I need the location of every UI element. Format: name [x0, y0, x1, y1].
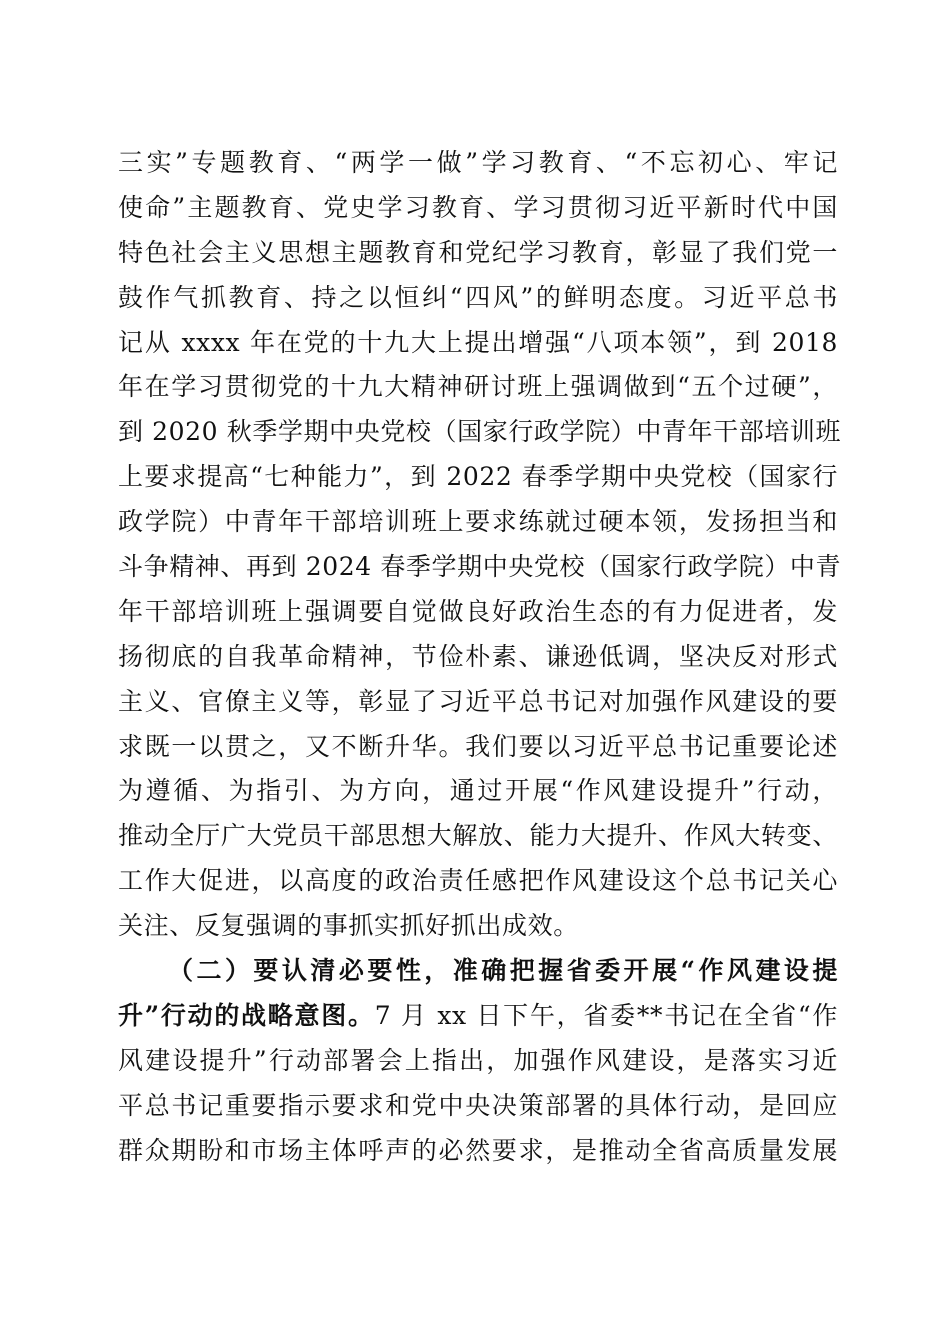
text-line: 关注、反复强调的事抓实抓好抓出成效。: [118, 911, 579, 941]
text-line: 扬彻底的自我革命精神，节俭朴素、谦逊低调，坚决反对形式: [118, 641, 838, 671]
text-line: 鼓作气抓教育、持之以恒纠“四风”的鲜明态度。习近平总书: [118, 282, 838, 312]
text-line: 主义、官僚主义等，彰显了习近平总书记对加强作风建设的要: [118, 686, 838, 716]
text-line: 到 2020 秋季学期中央党校（国家行政学院）中青年干部培训班: [118, 417, 842, 447]
text-line: 特色社会主义思想主题教育和党纪学习教育，彰显了我们党一: [118, 237, 838, 267]
section-heading-continuation: [118, 994, 838, 1039]
text-line: 使命”主题教育、党史学习教育、学习贯彻习近平新时代中国: [118, 192, 838, 222]
text-line: 记从 xxxx 年在党的十九大上提出增强“八项本领”，到 2018: [118, 327, 838, 357]
text-line: 工作大促进，以高度的政治责任感把作风建设这个总书记关心: [118, 866, 838, 896]
section-text-start: 7 月 xx 日下午，省委**书记在全省“作: [374, 1000, 838, 1030]
section-heading: （二）要认清必要性，准确把握省委开展“作风建设提: [168, 956, 838, 986]
text-line: 平总书记重要指示要求和党中央决策部署的具体行动，是回应: [118, 1090, 838, 1120]
text-line: 斗争精神、再到 2024 春季学期中央党校（国家行政学院）中青: [118, 552, 842, 582]
section-heading-end: 升”行动的战略意图。: [118, 1000, 375, 1030]
text-line: 风建设提升”行动部署会上指出，加强作风建设，是落实习近: [118, 1045, 838, 1075]
text-line: 年干部培训班上强调要自觉做良好政治生态的有力促进者，发: [118, 596, 838, 626]
text-line: 求既一以贯之，又不断升华。我们要以习近平总书记重要论述: [118, 731, 838, 761]
text-line: 推动全厅广大党员干部思想大解放、能力大提升、作风大转变、: [118, 821, 838, 851]
text-line: 为遵循、为指引、为方向，通过开展“作风建设提升”行动，: [118, 776, 838, 806]
text-line: 年在学习贯彻党的十九大精神研讨班上强调做到“五个过硬”，: [118, 372, 838, 402]
text-line: 三实”专题教育、“两学一做”学习教育、“不忘初心、牢记: [118, 148, 838, 177]
text-line: 群众期盼和市场主体呼声的必然要求，是推动全省高质量发展: [118, 1135, 838, 1165]
text-line: 政学院）中青年干部培训班上要求练就过硬本领，发扬担当和: [118, 507, 838, 537]
body-text: [118, 141, 842, 1173]
text-line: 上要求提高“七种能力”，到 2022 春季学期中央党校（国家行: [118, 462, 838, 492]
